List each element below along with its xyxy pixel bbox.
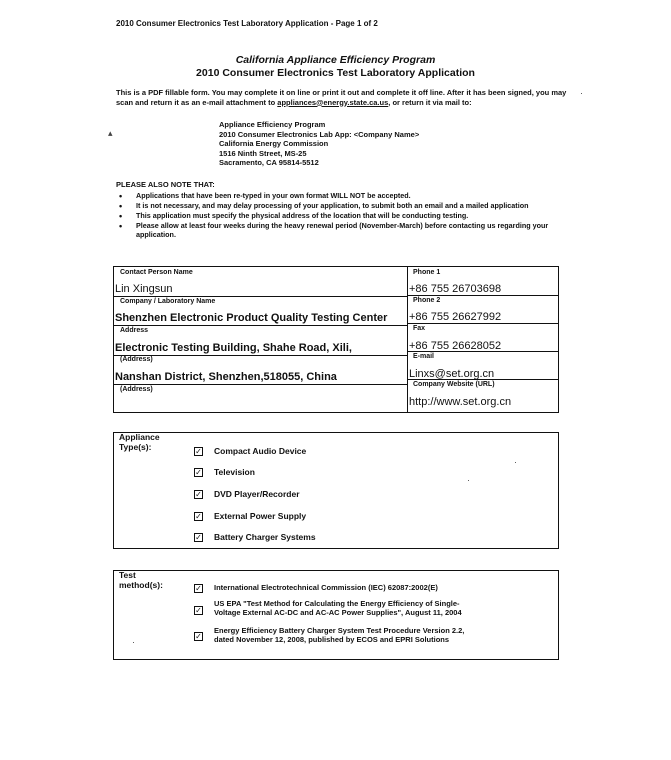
dvd-player-label: DVD Player/Recorder — [214, 489, 300, 499]
note-item: • Please allow at least four weeks during the heavy renewal period (November-March) before contacting us regarding your application. — [117, 222, 557, 239]
intro-text-after: , or return it via mail to: — [388, 97, 472, 107]
email-label: E-mail — [413, 353, 435, 360]
submission-email-link[interactable]: appliances@energy.state.ca.us — [277, 97, 389, 107]
address-line: Appliance Efficiency Program — [219, 120, 326, 129]
address-line: Sacramento, CA 95814-5512 — [219, 158, 319, 167]
compact-audio-label: Compact Audio Device — [214, 446, 307, 456]
appliance-types-label — [119, 433, 160, 452]
address3-label: (Address) — [120, 386, 153, 393]
method-line: dated November 12, 2008, published by ECOS and EPRI Solutions — [214, 634, 450, 644]
ecos-method-checkbox[interactable]: ✓ — [195, 632, 202, 641]
method-line: International Electrotechnical Commission (IEC) 62087:2002(E) — [214, 583, 438, 592]
row-divider — [407, 295, 558, 296]
appliance-types-box — [113, 432, 559, 549]
address-label: Address — [120, 327, 149, 334]
iec-method-label — [214, 584, 438, 593]
program-title: California Appliance Efficiency Program — [235, 54, 436, 66]
test-methods-box — [113, 570, 559, 660]
test-methods-label — [119, 571, 163, 590]
battery-charger-checkbox[interactable]: ✓ — [195, 533, 202, 542]
appliance-types-label-line: Type(s): — [119, 441, 152, 452]
intro-text-before: This is a PDF fillable form. You may complete it on line or print it out and complete it off line. After it has been signed, you may scan and return it as an e-mail attachment to — [116, 88, 567, 107]
address2-label: (Address) — [120, 356, 153, 363]
company-field[interactable]: Shenzhen Electronic Product Quality Testing Center — [115, 312, 388, 324]
column-divider — [407, 267, 408, 412]
email-field[interactable]: Linxs@set.org.cn — [409, 368, 495, 380]
fax-label: Fax — [413, 325, 426, 332]
row-divider — [114, 325, 407, 326]
television-checkbox[interactable]: ✓ — [195, 468, 202, 477]
epa-method-checkbox[interactable]: ✓ — [195, 606, 202, 615]
note-item: • It is not necessary, and may delay processing of your application, to submit both an email and a mailed application — [117, 202, 557, 211]
contact-table — [113, 266, 559, 413]
address-line: California Energy Commission — [219, 139, 329, 148]
television-label: Television — [214, 467, 255, 477]
row-divider — [407, 323, 558, 324]
dvd-player-checkbox[interactable]: ✓ — [195, 490, 202, 499]
note-heading: PLEASE ALSO NOTE THAT: — [116, 180, 215, 189]
note-item: • This application must specify the physical address of the location that will be conducting testing. — [117, 212, 557, 221]
battery-charger-label: Battery Charger Systems — [214, 532, 316, 542]
appliance-types-label-line: Appliance — [119, 432, 160, 442]
method-line: Energy Efficiency Battery Charger System Test Procedure Version 2.2, — [214, 626, 465, 635]
scan-speck: ▴ — [108, 128, 113, 138]
method-line: US EPA "Test Method for Calculating the Energy Efficiency of Single- — [214, 599, 460, 608]
address2-field[interactable]: Nanshan District, Shenzhen,518055, China — [115, 371, 337, 383]
company-label: Company / Laboratory Name — [120, 298, 216, 305]
note-item: • Applications that have been re-typed in your own format WILL NOT be accepted. — [117, 192, 557, 201]
phone1-field[interactable]: +86 755 26703698 — [409, 283, 502, 295]
test-methods-label-line: method(s): — [119, 579, 163, 590]
row-divider — [114, 355, 407, 356]
mailing-address — [219, 120, 419, 168]
external-power-supply-label: External Power Supply — [214, 511, 307, 521]
method-line: Voltage External AC-DC and AC-AC Power Supplies", August 11, 2004 — [214, 607, 462, 617]
scan-speck: · — [132, 637, 135, 647]
application-title: 2010 Consumer Electronics Test Laboratory Application — [196, 67, 475, 79]
contact-person-field[interactable]: Lin Xingsun — [115, 283, 173, 295]
scan-speck: · — [580, 88, 583, 98]
epa-method-label — [214, 600, 462, 617]
intro-paragraph — [116, 88, 576, 107]
address-field[interactable]: Electronic Testing Building, Shahe Road, Xili, — [115, 342, 352, 354]
phone1-label: Phone 1 — [413, 269, 441, 276]
compact-audio-checkbox[interactable]: ✓ — [195, 447, 202, 456]
page-header: 2010 Consumer Electronics Test Laboratory Application - Page 1 of 2 — [116, 19, 378, 28]
fax-field[interactable]: +86 755 26628052 — [409, 340, 502, 352]
row-divider — [114, 296, 407, 297]
address-line: 2010 Consumer Electronics Lab App: <Company Name> — [219, 129, 420, 139]
address-line: 1516 Ninth Street, MS-25 — [219, 148, 307, 158]
iec-method-checkbox[interactable]: ✓ — [195, 584, 202, 593]
ecos-method-label — [214, 627, 464, 644]
website-label: Company Website (URL) — [413, 381, 495, 388]
test-methods-label-line: Test — [119, 570, 136, 580]
external-power-supply-checkbox[interactable]: ✓ — [195, 512, 202, 521]
contact-person-label: Contact Person Name — [120, 269, 193, 276]
note-list — [117, 192, 557, 241]
phone2-label: Phone 2 — [413, 297, 441, 304]
website-field[interactable]: http://www.set.org.cn — [409, 396, 512, 408]
scan-speck: · — [467, 475, 470, 485]
scan-speck: · — [514, 457, 517, 467]
row-divider — [114, 384, 407, 385]
phone2-field[interactable]: +86 755 26627992 — [409, 311, 502, 323]
